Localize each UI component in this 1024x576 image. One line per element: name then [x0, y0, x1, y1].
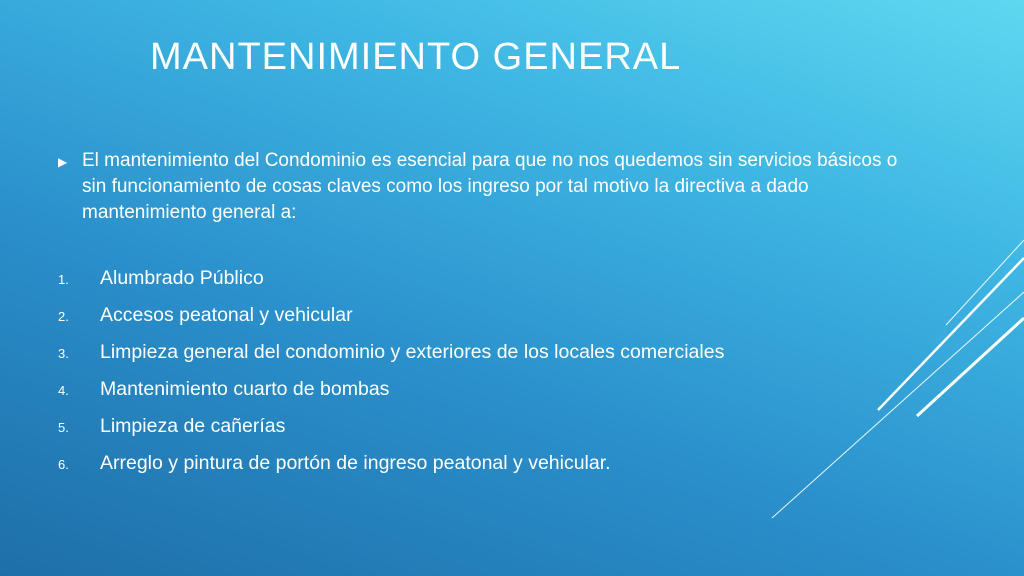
- deco-line: [946, 240, 1024, 325]
- intro-bullet: [58, 148, 918, 226]
- list-item: [58, 452, 724, 489]
- list-item: [58, 415, 724, 452]
- list-item: [58, 304, 724, 341]
- maintenance-list: [58, 267, 724, 489]
- list-item-number: 6.: [58, 457, 69, 472]
- list-item-text: Alumbrado Público: [100, 267, 264, 289]
- list-item-number: 2.: [58, 309, 69, 324]
- list-item-text: Limpieza general del condominio y exteriores de los locales comerciales: [100, 341, 725, 363]
- triangle-right-icon: ▶: [58, 155, 68, 169]
- slide-title: MANTENIMIENTO GENERAL: [150, 36, 682, 78]
- deco-line: [878, 258, 1024, 410]
- list-item-text: Limpieza de cañerías: [100, 415, 286, 437]
- list-item-number: 5.: [58, 420, 69, 435]
- intro-text: El mantenimiento del Condominio es esencial para que no nos quedemos sin servicios básicos o sin funcionamiento de cosas claves como los ingreso por tal motivo la directiva a dado mantenimiento general a:: [82, 150, 898, 223]
- list-item-number: 1.: [58, 272, 69, 287]
- list-item-number: 3.: [58, 346, 69, 361]
- deco-line: [772, 292, 1024, 518]
- list-item: [58, 267, 724, 304]
- list-item: [58, 341, 724, 378]
- list-item-number: 4.: [58, 383, 69, 398]
- deco-line: [917, 318, 1024, 416]
- list-item-text: Mantenimiento cuarto de bombas: [100, 378, 390, 400]
- list-item-text: Accesos peatonal y vehicular: [100, 304, 353, 326]
- list-item: [58, 378, 724, 415]
- list-item-text: Arreglo y pintura de portón de ingreso peatonal y vehicular.: [100, 452, 611, 474]
